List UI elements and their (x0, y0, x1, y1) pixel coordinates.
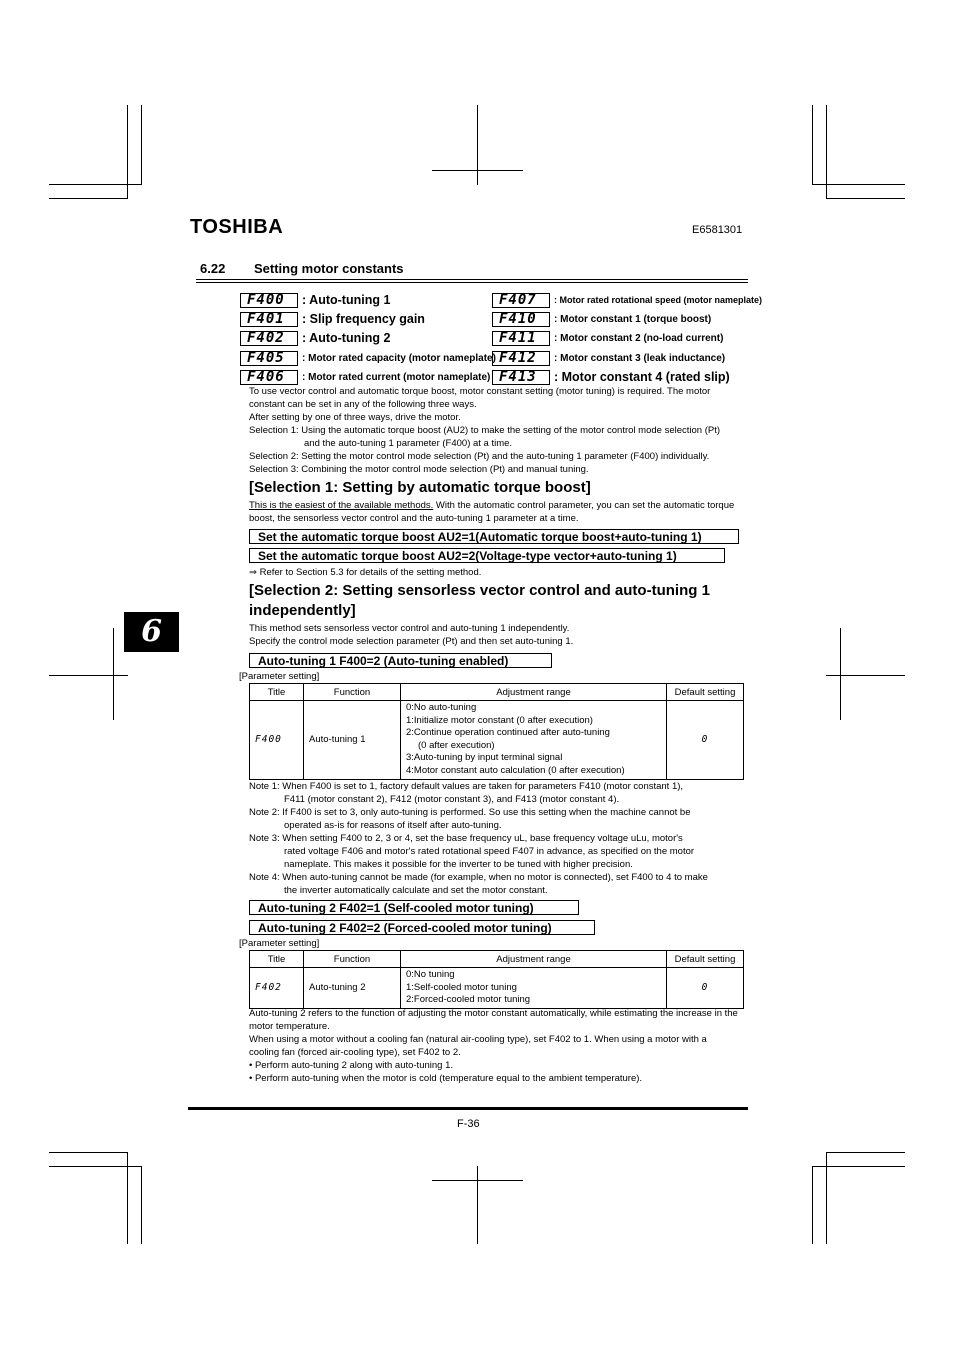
text-line: After setting by one of three ways, drive the motor. (249, 412, 461, 423)
setting-box: Auto-tuning 2 F402=2 (Forced-cooled motor tuning) (249, 920, 595, 935)
section-rule (196, 282, 748, 283)
table-header: Adjustment range (401, 951, 667, 968)
note-line: nameplate. This makes it possible for the inverter to be tuned with higher precision. (284, 859, 633, 870)
note-line: Note 4: When auto-tuning cannot be made (for example, when no motor is connected), set F400 to 4 to make (249, 872, 708, 883)
selection1-text (249, 499, 734, 525)
parameter-table (249, 683, 744, 780)
table-cell-title: F400 (255, 734, 282, 746)
parameter-table (249, 950, 744, 1009)
text-line: When using a motor without a cooling fan (natural air-cooling type), set F402 to 1. When using a motor with a (249, 1034, 707, 1045)
note-line: F411 (motor constant 2), F412 (motor constant 3), and F413 (motor constant 4). (284, 794, 620, 805)
table-cell-default: 0 (701, 982, 709, 994)
param-code: F411 (499, 330, 537, 346)
note-line: Note 1: When F400 is set to 1, factory default values are taken for parameters F410 (motor constant 1), (249, 781, 684, 792)
table-header: Adjustment range (401, 684, 667, 701)
text-line: Selection 2: Setting the motor control mode selection (Pt) and the auto-tuning 1 parameter (F400) individually. (249, 451, 710, 462)
param-item (492, 350, 725, 366)
notes (249, 780, 708, 897)
table-cell-function: Auto-tuning 1 (304, 701, 401, 780)
table-header: Default setting (667, 684, 744, 701)
param-label: : Motor rated current (motor nameplate) (302, 371, 491, 383)
table-cell-range (401, 701, 667, 780)
param-label: : Auto-tuning 2 (302, 331, 391, 345)
range-item: 0:No tuning (406, 969, 455, 980)
range-item: 3:Auto-tuning by input terminal signal (406, 752, 563, 764)
table-caption: [Parameter setting] (239, 938, 320, 949)
company-logo: TOSHIBA (190, 216, 284, 238)
text-line: • Perform auto-tuning when the motor is cold (temperature equal to the ambient temperature). (249, 1073, 643, 1084)
text-line: Specify the control mode selection parameter (Pt) and then set auto-tuning 1. (249, 636, 574, 647)
param-code: F400 (247, 292, 285, 308)
table-header: Function (304, 951, 401, 968)
note-line: operated as-is for reasons of itself after auto-tuning. (284, 820, 502, 831)
table-caption: [Parameter setting] (239, 671, 320, 682)
param-item (240, 350, 496, 366)
param-item (240, 292, 390, 308)
heading-line: [Selection 2: Setting sensorless vector control and auto-tuning 1 (249, 582, 710, 599)
document-number: E6581301 (692, 224, 743, 236)
text-line: cooling fan (forced air-cooling type), set F402 to 2. (249, 1047, 461, 1058)
reference-text: ⇒ Refer to Section 5.3 for details of the setting method. (249, 567, 482, 578)
range-item: 1:Initialize motor constant (0 after execution) (406, 714, 593, 726)
param-code: F405 (247, 350, 285, 366)
text-line: Selection 3: Combining the motor control mode selection (Pt) and manual tuning. (249, 464, 589, 475)
setting-box: Auto-tuning 2 F402=1 (Self-cooled motor tuning) (249, 900, 579, 915)
param-code: F410 (499, 311, 537, 327)
text-line (249, 499, 734, 512)
table-cell-range (401, 968, 667, 1009)
note-line: rated voltage F406 and motor's rated rotational speed F407 in advance, as specified on the motor (284, 846, 695, 857)
range-item: 0:No auto-tuning (406, 702, 477, 713)
page-number: F-36 (457, 1118, 480, 1130)
table-header: Default setting (667, 951, 744, 968)
param-item (240, 311, 425, 327)
note-line: Note 3: When setting F400 to 2, 3 or 4, set the base frequency uL, base frequency voltage uLu, motor's (249, 833, 683, 844)
setting-box: Set the automatic torque boost AU2=2(Voltage-type vector+auto-tuning 1) (249, 548, 725, 563)
param-item (492, 330, 723, 346)
param-item (240, 330, 390, 346)
chapter-tab: 6 (124, 612, 179, 652)
param-code: F413 (499, 369, 537, 385)
text-line: Auto-tuning 2 refers to the function of adjusting the motor constant automatically, while estimating the increase in the (249, 1008, 738, 1019)
setting-box: Auto-tuning 1 F400=2 (Auto-tuning enabled) (249, 653, 552, 668)
range-item: 1:Self-cooled motor tuning (406, 981, 517, 993)
param-label: : Motor constant 2 (no-load current) (554, 332, 724, 344)
table-header: Function (304, 684, 401, 701)
table-header: Title (250, 684, 304, 701)
param-code: F407 (499, 292, 537, 308)
text-line: This method sets sensorless vector control and auto-tuning 1 independently. (249, 623, 570, 634)
param-code: F402 (247, 330, 285, 346)
param-label: : Motor constant 1 (torque boost) (554, 313, 712, 325)
table-header: Title (250, 951, 304, 968)
param-code: F401 (247, 311, 285, 327)
text-line: motor temperature. (249, 1021, 330, 1032)
text-line: • Perform auto-tuning 2 along with auto-tuning 1. (249, 1060, 454, 1071)
range-item: 2:Continue operation continued after auto-tuning (406, 727, 610, 739)
param-item (492, 311, 711, 327)
param-label: : Motor rated rotational speed (motor nameplate) (554, 295, 763, 305)
closing-text (249, 1007, 738, 1085)
selection1-heading: [Selection 1: Setting by automatic torque boost] (249, 479, 591, 496)
text-span: With the automatic control parameter, you can set the automatic torque (433, 500, 735, 511)
intro-text (249, 385, 720, 476)
param-label: : Motor constant 4 (rated slip) (554, 370, 730, 384)
param-label: : Motor rated capacity (motor nameplate) (302, 352, 496, 364)
table-cell-default: 0 (701, 734, 709, 746)
param-label: : Auto-tuning 1 (302, 293, 391, 307)
range-item: 4:Motor constant auto calculation (0 after execution) (406, 764, 625, 776)
range-item: 2:Forced-cooled motor tuning (406, 994, 531, 1006)
setting-box: Set the automatic torque boost AU2=1(Automatic torque boost+auto-tuning 1) (249, 529, 739, 544)
text-line: and the auto-tuning 1 parameter (F400) at a time. (304, 438, 513, 449)
note-line: the inverter automatically calculate and set the motor constant. (284, 885, 548, 896)
underlined-text: This is the easiest of the available methods. (249, 500, 434, 511)
param-item (240, 369, 490, 385)
table-cell-function: Auto-tuning 2 (304, 968, 401, 1009)
range-item: (0 after execution) (418, 739, 495, 751)
param-label: : Motor constant 3 (leak inductance) (554, 352, 726, 364)
selection2-text (249, 622, 573, 648)
section-rule (196, 279, 748, 280)
text-line: constant can be set in any of the following three ways. (249, 399, 477, 410)
heading-line: independently] (249, 602, 356, 619)
section-title: Setting motor constants (254, 261, 404, 276)
text-line: To use vector control and automatic torque boost, motor constant setting (motor tuning) is required. The motor (249, 386, 711, 397)
param-code: F406 (247, 369, 285, 385)
text-line: Selection 1: Using the automatic torque boost (AU2) to make the setting of the motor control mode selection (Pt) (249, 425, 721, 436)
note-line: Note 2: If F400 is set to 3, only auto-tuning is performed. So use this setting when the machine cannot be (249, 807, 691, 818)
table-cell-title: F402 (255, 982, 282, 994)
param-item (492, 292, 762, 308)
param-label: : Slip frequency gain (302, 312, 425, 326)
selection2-heading (249, 581, 710, 621)
footer-rule (188, 1107, 748, 1110)
param-item (492, 369, 730, 385)
section-number: 6.22 (200, 261, 226, 276)
param-code: F412 (499, 350, 537, 366)
text-line: boost, the sensorless vector control and the auto-tuning 1 parameter at a time. (249, 513, 579, 524)
